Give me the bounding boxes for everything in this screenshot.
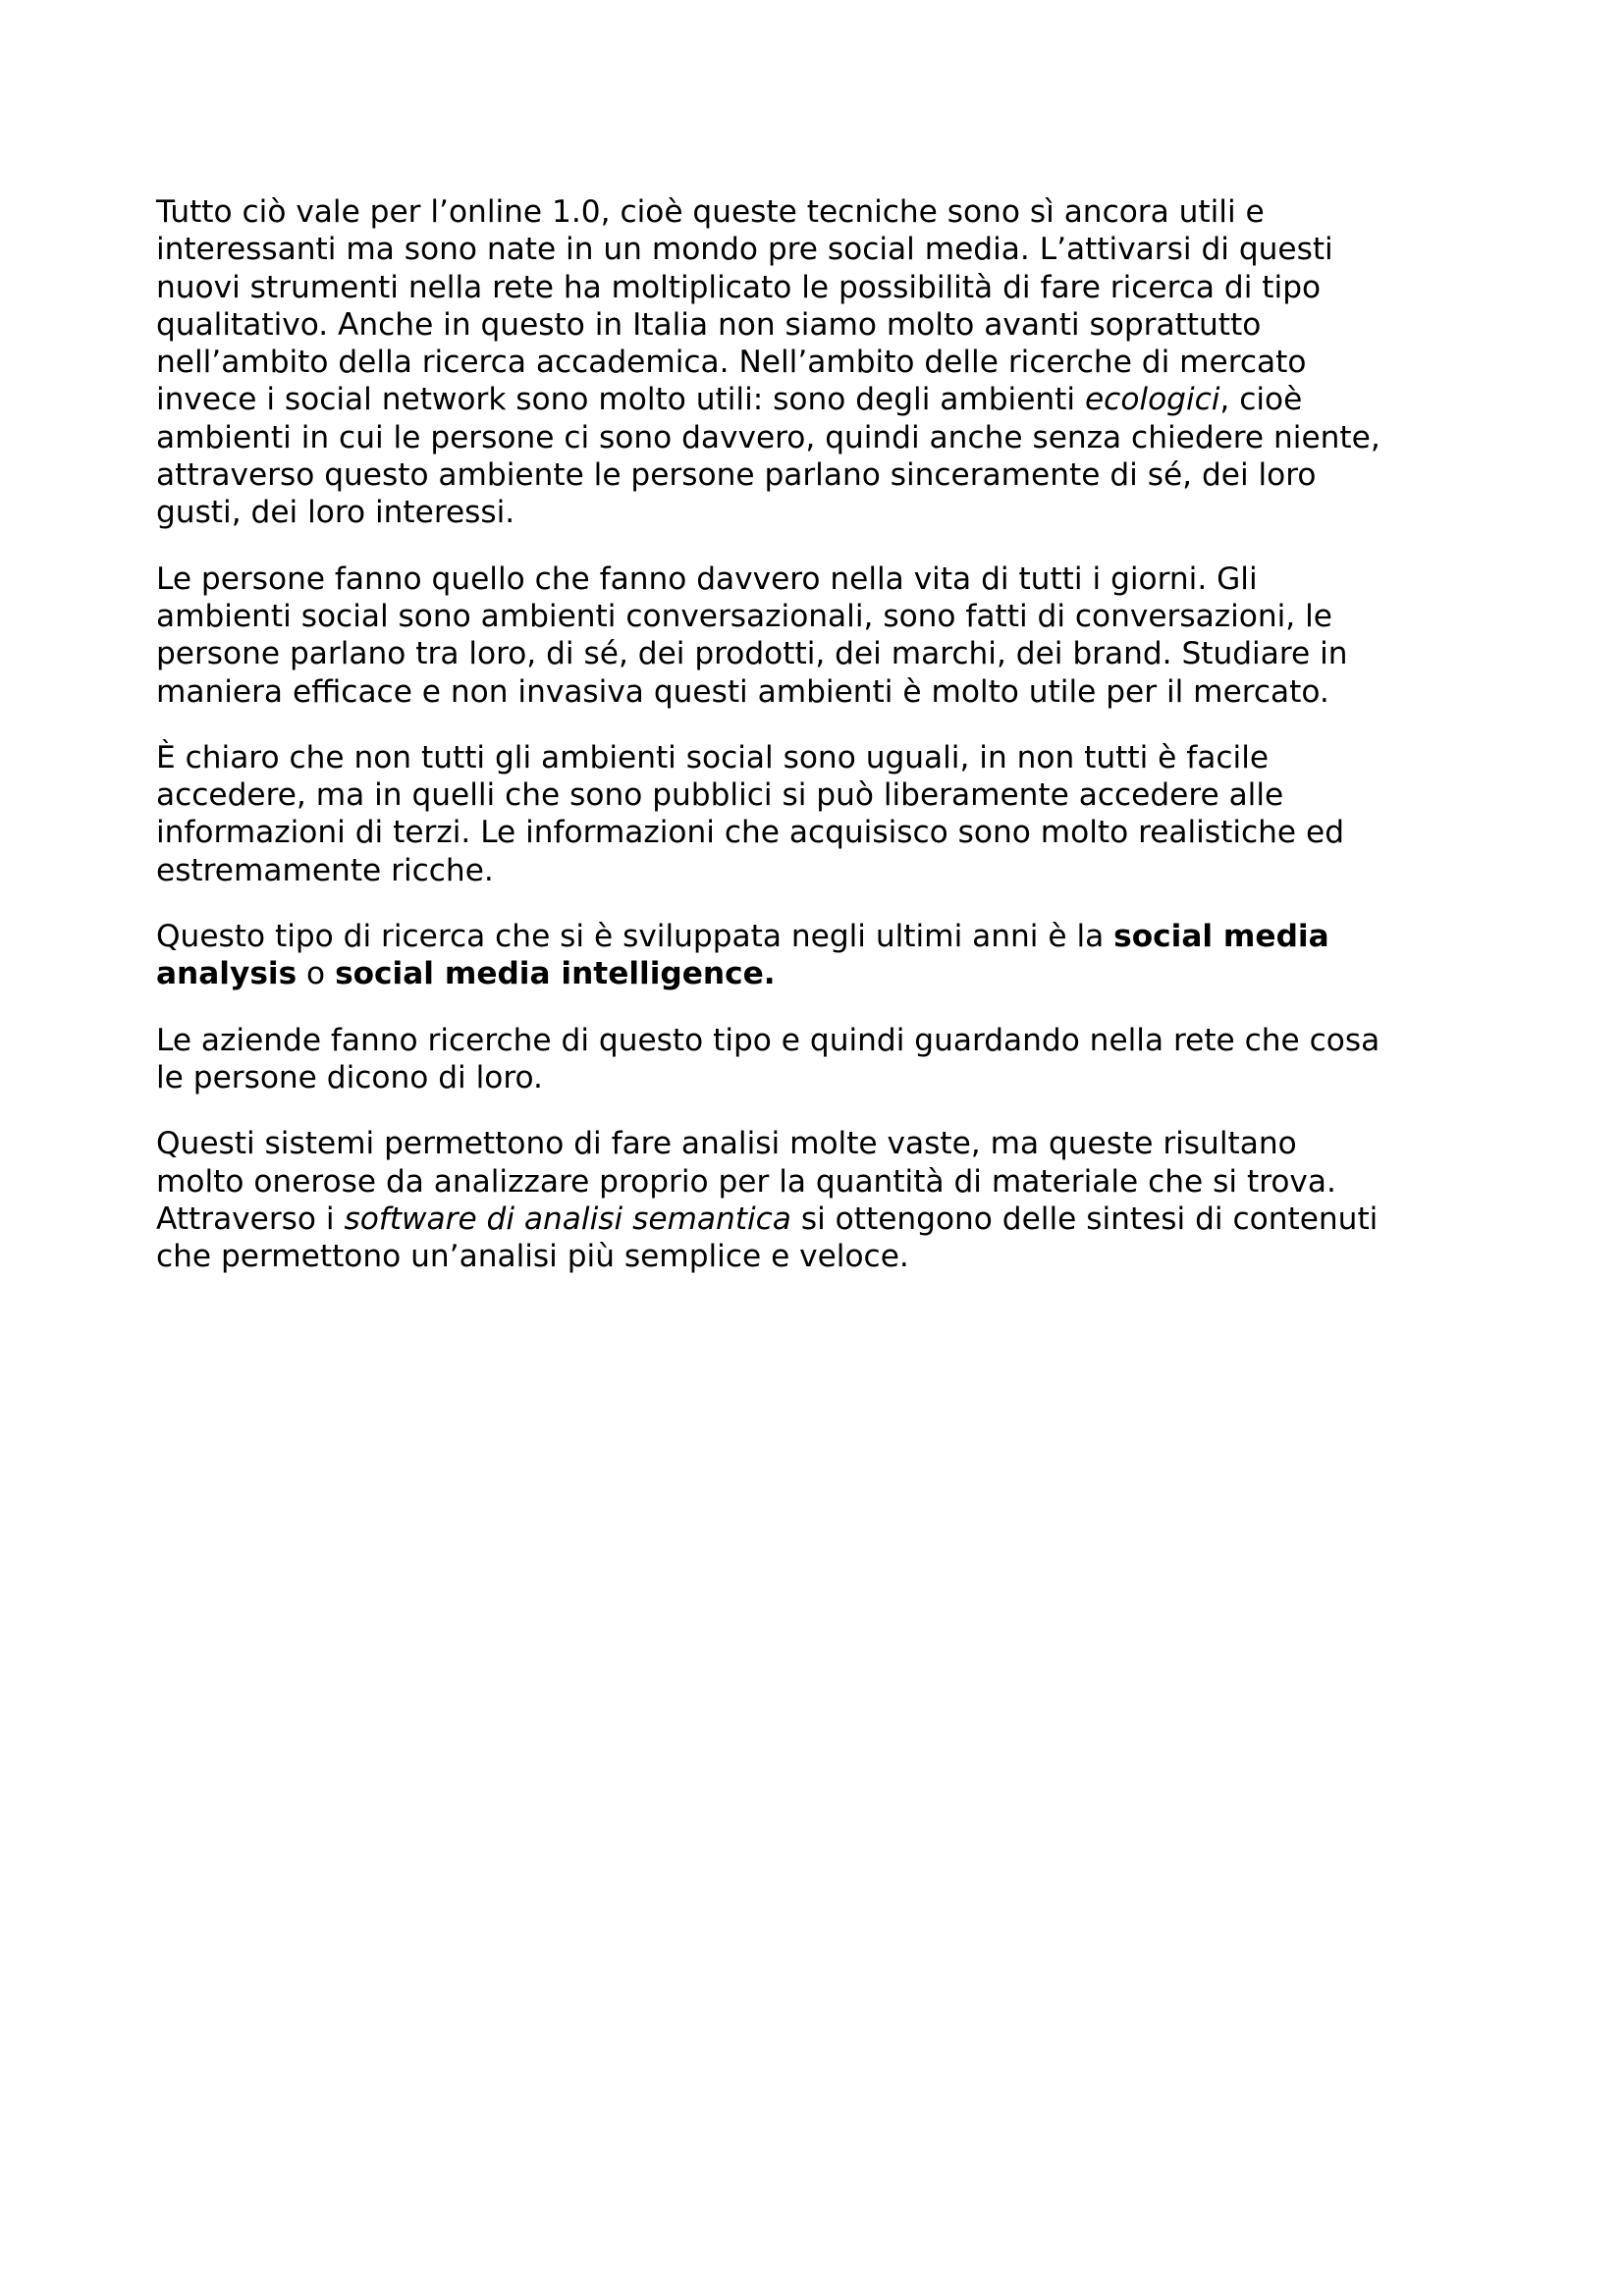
text-run: Le aziende fanno ricerche di questo tipo e quindi guardando nella rete che cosa bbox=[156, 1022, 1380, 1058]
text-line bbox=[156, 852, 1477, 889]
italic-text-run: software di analisi semantica bbox=[344, 1201, 791, 1237]
paragraph bbox=[156, 193, 1477, 532]
paragraph bbox=[156, 1022, 1477, 1097]
text-line bbox=[156, 1201, 1477, 1238]
text-line bbox=[156, 231, 1477, 268]
italic-text-run: ecologici bbox=[1084, 382, 1220, 418]
text-run: attraverso questo ambiente le persone parlano sinceramente di sé, dei loro bbox=[156, 457, 1317, 494]
document-body bbox=[156, 193, 1477, 1304]
text-run: persone parlano tra loro, di sé, dei prodotti, dei marchi, dei brand. Studiare in bbox=[156, 636, 1348, 672]
text-run: le persone dicono di loro. bbox=[156, 1059, 543, 1095]
text-run: invece i social network sono molto utili: sono degli ambienti bbox=[156, 382, 1085, 418]
text-line bbox=[156, 269, 1477, 306]
paragraph bbox=[156, 561, 1477, 711]
paragraph bbox=[156, 1125, 1477, 1275]
text-line bbox=[156, 381, 1477, 418]
text-line bbox=[156, 1059, 1477, 1096]
text-run: o bbox=[297, 956, 336, 992]
text-line bbox=[156, 1022, 1477, 1059]
text-line bbox=[156, 1163, 1477, 1201]
paragraph bbox=[156, 918, 1477, 993]
text-line bbox=[156, 193, 1477, 231]
text-line bbox=[156, 1238, 1477, 1275]
text-line bbox=[156, 456, 1477, 494]
text-line bbox=[156, 344, 1477, 381]
text-line bbox=[156, 776, 1477, 814]
text-run: interessanti ma sono nate in un mondo pre social media. L’attivarsi di questi bbox=[156, 232, 1333, 268]
text-line bbox=[156, 955, 1477, 992]
bold-text-run: analysis bbox=[156, 956, 298, 992]
text-run: molto onerose da analizzare proprio per la quantità di materiale che si trova. bbox=[156, 1163, 1336, 1200]
text-line bbox=[156, 306, 1477, 344]
text-line bbox=[156, 635, 1477, 672]
text-line bbox=[156, 598, 1477, 635]
text-run: si ottengono delle sintesi di contenuti bbox=[790, 1201, 1379, 1237]
text-line bbox=[156, 739, 1477, 776]
text-line bbox=[156, 561, 1477, 598]
paragraph bbox=[156, 739, 1477, 889]
text-run: qualitativo. Anche in questo in Italia non siamo molto avanti soprattutto bbox=[156, 306, 1262, 343]
text-run: Questo tipo di ricerca che si è sviluppata negli ultimi anni è la bbox=[156, 919, 1114, 955]
text-run: Le persone fanno quello che fanno davvero nella vita di tutti i giorni. Gli bbox=[156, 561, 1258, 597]
text-run: che permettono un’analisi più semplice e veloce. bbox=[156, 1239, 909, 1275]
text-run: ambienti in cui le persone ci sono davvero, quindi anche senza chiedere niente, bbox=[156, 419, 1380, 455]
text-line bbox=[156, 494, 1477, 531]
text-run: informazioni di terzi. Le informazioni che acquisisco sono molto realistiche ed bbox=[156, 815, 1344, 851]
text-run: È chiaro che non tutti gli ambienti social sono uguali, in non tutti è facile bbox=[156, 739, 1270, 775]
text-run: accedere, ma in quelli che sono pubblici si può liberamente accedere alle bbox=[156, 777, 1284, 814]
text-line bbox=[156, 419, 1477, 456]
text-run: ambienti social sono ambienti conversazionali, sono fatti di conversazioni, le bbox=[156, 598, 1332, 634]
text-line bbox=[156, 1125, 1477, 1162]
text-run: Attraverso i bbox=[156, 1201, 345, 1237]
text-line bbox=[156, 814, 1477, 851]
bold-text-run: social media intelligence. bbox=[335, 956, 776, 992]
text-run: estremamente ricche. bbox=[156, 852, 494, 888]
text-run: nell’ambito della ricerca accademica. Nell’ambito delle ricerche di mercato bbox=[156, 345, 1307, 381]
text-run: gusti, dei loro interessi. bbox=[156, 495, 515, 531]
text-run: , cioè bbox=[1219, 382, 1303, 418]
text-run: Tutto ciò vale per l’online 1.0, cioè queste tecniche sono sì ancora utili e bbox=[156, 194, 1265, 230]
text-run: Questi sistemi permettono di fare analisi molte vaste, ma queste risultano bbox=[156, 1126, 1297, 1162]
text-line bbox=[156, 918, 1477, 955]
bold-text-run: social media bbox=[1113, 919, 1329, 955]
text-run: nuovi strumenti nella rete ha moltiplicato le possibilità di fare ricerca di tipo bbox=[156, 269, 1322, 305]
text-line bbox=[156, 673, 1477, 711]
text-run: maniera efficace e non invasiva questi ambienti è molto utile per il mercato. bbox=[156, 673, 1329, 710]
